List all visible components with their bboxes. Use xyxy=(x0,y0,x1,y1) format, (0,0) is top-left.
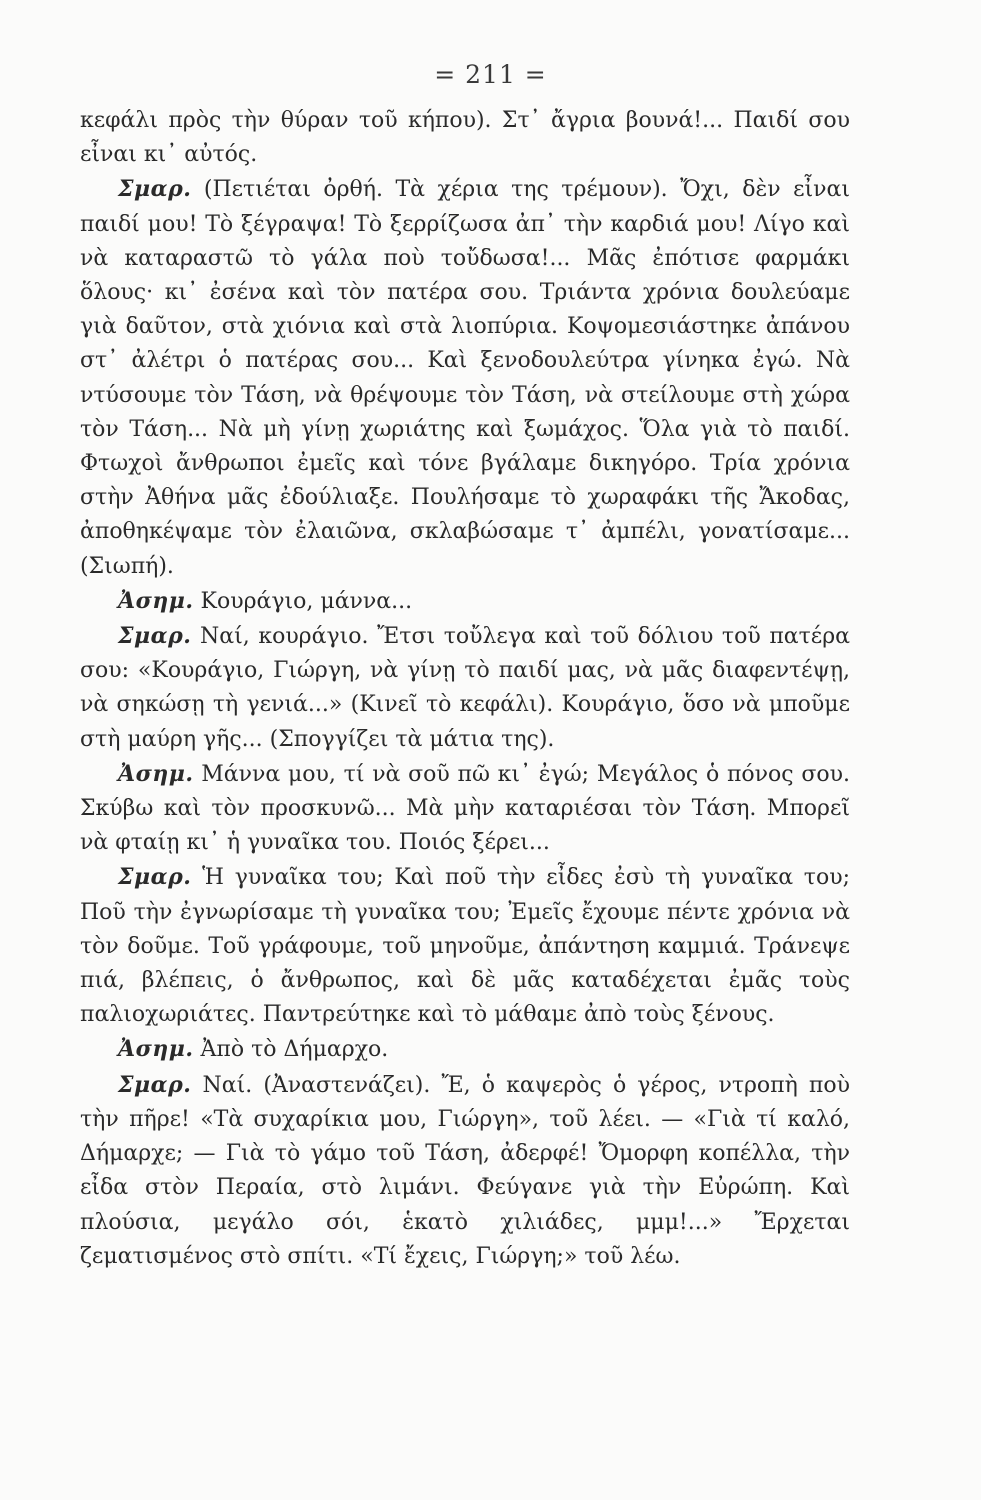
page-body-text xyxy=(80,104,850,1274)
paragraph-text: (Πετιέται ὀρθή. Τὰ χέρια της τρέμουν). Ὄχι, δὲν εἶναι παιδί μου! Τὸ ξέγραψα! Τὸ ξερρίζωσα ἀπ᾿ τὴν καρδιά μου! Λίγο καὶ νὰ καταραστῶ τὸ γάλα ποὺ τοὔδωσα!... Μᾶς ἐπότισε φαρμάκι ὅλους· κι᾿ ἐσένα καὶ τὸν πατέρα σου. Τριάντα χρόνια δουλεύαμε γιὰ δαῦτον, στὰ χιόνια καὶ στὰ λιοπύρια. Κοψομεσιάστηκε ἀπάνου στ᾿ ἀλέτρι ὁ πατέρας σου... Καὶ ξενοδουλεύτρα γίνηκα ἐγώ. Νὰ ντύσουμε τὸν Τάση, νὰ θρέψουμε τὸν Τάση, νὰ στείλουμε στὴ χώρα τὸν Τάση... Νὰ μὴ γίνῃ χωριάτης καὶ ξωμάχος. Ὅλα γιὰ τὸ παιδί. Φτωχοὶ ἄνθρωποι ἐμεῖς καὶ τόνε βγάλαμε δικηγόρο. Τρία χρόνια στὴν Ἀθήνα μᾶς ἐδούλιαξε. Πουλήσαμε τὸ χωραφάκι τῆς Ἄκοδας, ἀποθηκέψαμε τὸν ἐλαιῶνα, σκλαβώσαμε τ᾿ ἀμπέλι, γονατίσαμε... (Σιωπή). xyxy=(80,177,850,579)
paragraph-text: Ναί, κουράγιο. Ἔτσι τοὔλεγα καὶ τοῦ δόλιου τοῦ πατέρα σου: «Κουράγιο, Γιώργη, νὰ γίνῃ τὸ παιδί μας, νὰ μᾶς διαφεντέψῃ, νὰ σηκώσῃ τὴ γενιά...» (Κινεῖ τὸ κεφάλι). Κουράγιο, ὅσο νὰ μποῦμε στὴ μαύρη γῆς... (Σπογγίζει τὰ μάτια της). xyxy=(80,624,850,752)
speaker-name: Σμαρ. xyxy=(118,864,192,891)
paragraph-text: Μάννα μου, τί νὰ σοῦ πῶ κι᾿ ἐγώ; Μεγάλος ὁ πόνος σου. Σκύβω καὶ τὸν προσκυνῶ... Μὰ μὴν καταριέσαι τὸν Τάση. Μπορεῖ νὰ φταίῃ κι᾿ ἡ γυναῖκα του. Ποιός ξέρει... xyxy=(80,761,850,856)
dialogue-paragraph xyxy=(80,172,850,583)
speaker-name: Σμαρ. xyxy=(118,623,192,650)
speaker-name: Ἀσημ. xyxy=(118,587,194,614)
paragraph-text: Ἀπὸ τὸ Δήμαρχο. xyxy=(193,1037,389,1063)
dialogue-paragraph xyxy=(80,1068,850,1274)
paragraph-text: Ἡ γυναῖκα του; Καὶ ποῦ τὴν εἶδες ἐσὺ τὴ γυναῖκα του; Ποῦ τὴν ἐγνωρίσαμε τὴ γυναῖκα του; Ἐμεῖς ἔχουμε πέντε χρόνια νὰ τὸν δοῦμε. Τοῦ γράφουμε, τοῦ μηνοῦμε, ἀπάντηση καμμιά. Τράνεψε πιά, βλέπεις, ὁ ἄνθρωπος, καὶ δὲ μᾶς καταδέχεται ἐμᾶς τοὺς παλιοχωριάτες. Παντρεύτηκε καὶ τὸ μάθαμε ἀπὸ τοὺς ξένους. xyxy=(80,865,850,1028)
paragraph-text: κεφάλι πρὸς τὴν θύραν τοῦ κήπου). Στ᾿ ἄγρια βουνά!... Παιδί σου εἶναι κι᾿ αὐτός. xyxy=(80,108,850,168)
speaker-name: Σμαρ. xyxy=(118,176,192,203)
paragraph-text: Κουράγιο, μάννα... xyxy=(193,588,413,614)
speaker-name: Ἀσημ. xyxy=(118,760,194,787)
dialogue-paragraph xyxy=(80,757,850,861)
paragraph-text: Ναί. (Ἀναστενάζει). Ἔ, ὁ καψερὸς ὁ γέρος, ντροπὴ ποὺ τὴν πῆρε! «Τὰ συχαρίκια μου, Γιώργη», τοῦ λέει. — «Γιὰ τί καλό, Δήμαρχε; — Γιὰ τὸ γάμο τοῦ Τάση, ἀδερφέ! Ὄμορφη κοπέλλα, τὴν εἶδα στὸν Περαία, στὸ λιμάνι. Φεύγανε γιὰ τὴν Εὐρώπη. Καὶ πλούσια, μεγάλο σόι, ἑκατὸ χιλιάδες, μμμ!...» Ἔρχεται ζεματισμένος στὸ σπίτι. «Τί ἔχεις, Γιώργη;» τοῦ λέω. xyxy=(80,1072,850,1269)
speaker-name: Σμαρ. xyxy=(118,1071,192,1098)
dialogue-paragraph xyxy=(80,1032,850,1067)
page-number: = 211 = xyxy=(434,60,547,89)
dialogue-paragraph xyxy=(80,584,850,619)
speaker-name: Ἀσημ. xyxy=(118,1036,194,1063)
paragraph-continuation xyxy=(80,104,850,172)
dialogue-paragraph xyxy=(80,619,850,757)
dialogue-paragraph xyxy=(80,860,850,1032)
